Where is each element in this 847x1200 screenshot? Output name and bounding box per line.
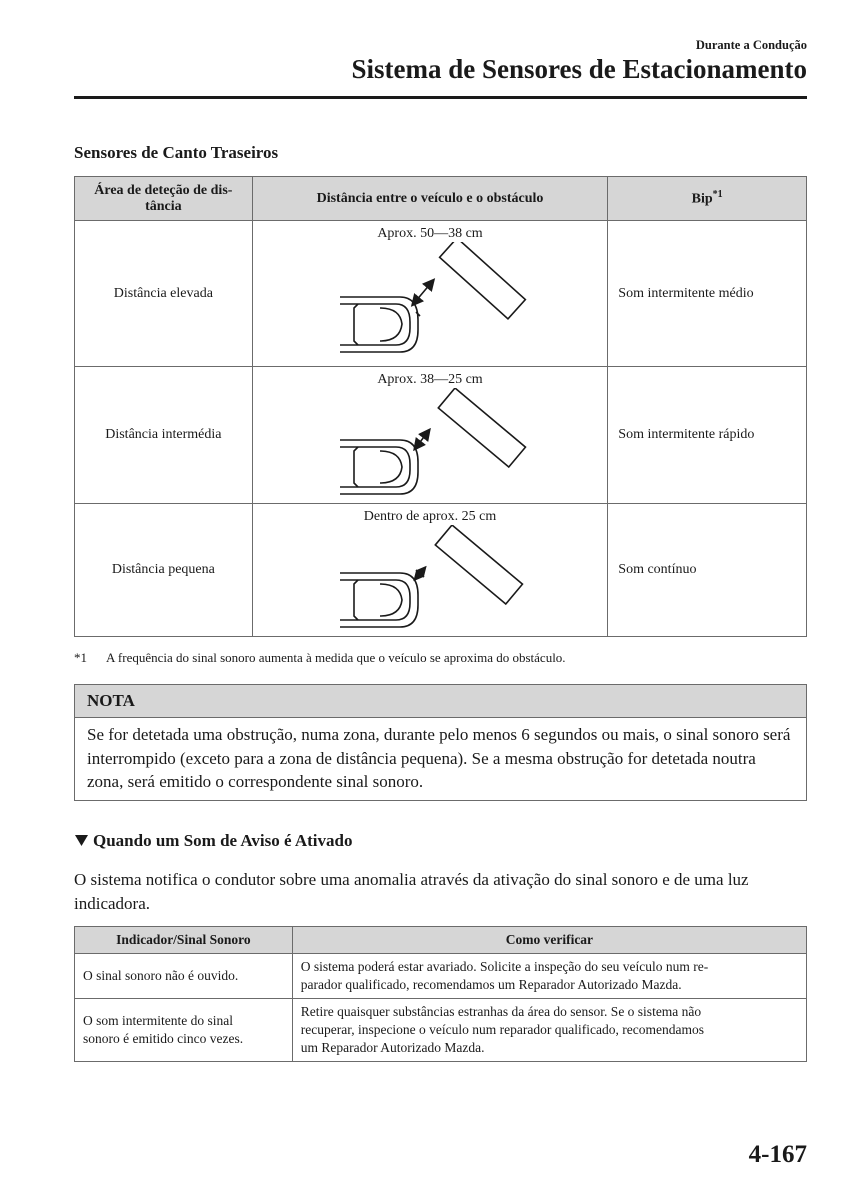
check-table bbox=[74, 926, 807, 1062]
header-area: Área de deteção de dis- tância bbox=[75, 177, 253, 221]
table-row bbox=[75, 999, 807, 1062]
row-distance-diagram bbox=[252, 504, 608, 637]
row-area: Distância elevada bbox=[75, 221, 253, 367]
car-obstacle-diagram bbox=[330, 388, 530, 503]
obstacle-shape bbox=[435, 525, 522, 604]
section-label: Durante a Condução bbox=[695, 38, 807, 52]
header-indicator: Indicador/Sinal Sonoro bbox=[75, 927, 293, 954]
distance-label: Dentro de aprox. 25 cm bbox=[363, 509, 497, 524]
footnote-text: A frequência do sinal sonoro aumenta à medida que o veículo se aproxima do obstáculo. bbox=[106, 650, 566, 665]
header-beep-footnote-mark: *1 bbox=[712, 189, 723, 201]
note-text: Se for detetada uma obstrução, numa zona, durante pelo menos 6 segundos ou mais, o sinal sonoro será interrompido (exceto para a zona de distância pequena). Se a mesma obstrução for detetada noutra zona, será emitido o correspondente sinal sonoro. bbox=[87, 725, 791, 791]
distance-label: Aprox. 50—38 cm bbox=[377, 226, 483, 241]
warning-section-heading bbox=[74, 831, 352, 851]
row-distance-diagram bbox=[252, 367, 608, 504]
car-obstacle-diagram bbox=[330, 242, 530, 362]
distance-label: Aprox. 38—25 cm bbox=[377, 372, 483, 387]
car-body bbox=[340, 573, 418, 627]
warning-heading-text: Quando um Som de Aviso é Ativado bbox=[93, 831, 353, 850]
header-beep-label: Bip bbox=[691, 191, 713, 207]
obstacle-shape bbox=[440, 242, 526, 319]
row-indicator: O som intermitente do sinal sonoro é emitido cinco vezes. bbox=[75, 999, 293, 1062]
row-area: Distância intermédia bbox=[75, 367, 253, 504]
sensor-section-heading: Sensores de Canto Traseiros bbox=[74, 143, 279, 162]
distance-arrow bbox=[417, 433, 427, 446]
row-beep: Som intermitente médio bbox=[608, 221, 807, 367]
distance-arrow bbox=[417, 570, 423, 577]
table-row bbox=[75, 367, 807, 504]
car-body bbox=[340, 297, 418, 352]
row-area: Distância pequena bbox=[75, 504, 253, 637]
note-box bbox=[74, 684, 807, 801]
car-obstacle-diagram bbox=[330, 525, 530, 635]
table-row bbox=[75, 954, 807, 999]
obstacle-shape bbox=[438, 388, 525, 467]
note-title: NOTA bbox=[75, 685, 806, 718]
header-check: Como verificar bbox=[292, 927, 806, 954]
title-rule bbox=[74, 96, 807, 99]
triangle-down-icon bbox=[74, 833, 89, 848]
row-check: Retire quaisquer substâncias estranhas da área do sensor. Se o sistema não recuperar, inspecione o veículo num reparador qualificado, recomendamos um Reparador Autorizado Mazda. bbox=[292, 999, 806, 1062]
row-indicator: O sinal sonoro não é ouvido. bbox=[75, 954, 293, 999]
sensor-table bbox=[74, 176, 807, 637]
page-title: Sistema de Sensores de Estacionamento bbox=[351, 54, 807, 84]
page-number: 4-167 bbox=[748, 1141, 807, 1168]
header-distance: Distância entre o veículo e o obstáculo bbox=[252, 177, 608, 221]
row-beep: Som intermitente rápido bbox=[608, 367, 807, 504]
row-check: O sistema poderá estar avariado. Solicite a inspeção do seu veículo num re- parador qualificado, recomendamos um Reparador Autorizado Mazda. bbox=[292, 954, 806, 999]
footnote bbox=[74, 650, 566, 666]
distance-arrow bbox=[415, 283, 431, 302]
warning-intro: O sistema notifica o condutor sobre uma anomalia através da ativação do sinal sonoro e de uma luz indicadora. bbox=[74, 870, 749, 913]
header-beep bbox=[608, 177, 807, 221]
row-distance-diagram bbox=[252, 221, 608, 367]
table-row bbox=[75, 221, 807, 367]
car-body bbox=[340, 440, 418, 494]
footnote-mark: *1 bbox=[74, 650, 87, 665]
sensor-table-header-row bbox=[75, 177, 807, 221]
check-table-header-row bbox=[75, 927, 807, 954]
row-beep: Som contínuo bbox=[608, 504, 807, 637]
table-row bbox=[75, 504, 807, 637]
